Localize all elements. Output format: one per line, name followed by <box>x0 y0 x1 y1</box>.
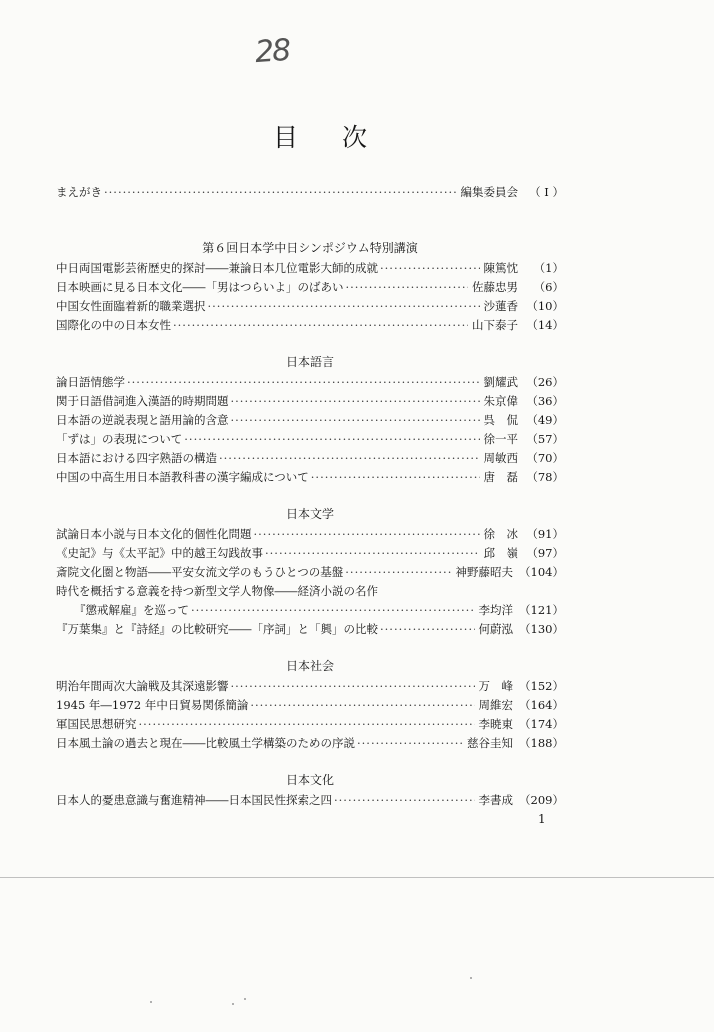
entry-title: まえがき <box>56 185 102 199</box>
toc-entry[interactable] <box>56 563 564 582</box>
section-heading: 日本文学 <box>285 507 334 521</box>
leader-dots <box>380 259 480 278</box>
toc-entry[interactable] <box>56 259 564 278</box>
toc-entry[interactable] <box>56 316 564 335</box>
entry-title: 1945 年―1972 年中日貿易関係簡論 <box>56 698 249 712</box>
scan-edge-line <box>0 877 714 878</box>
section-heading: 日本文化 <box>285 773 334 787</box>
scan-speck <box>470 977 472 979</box>
entry-author: 呉 侃 <box>483 413 518 427</box>
toc-section <box>56 505 564 639</box>
entry-title: 『万葉集』と『詩経』の比較研究――「序詞」と「興」の比較 <box>56 622 378 636</box>
leader-dots <box>173 316 468 335</box>
entry-title: 日本語の逆説表現と語用論的含意 <box>56 413 229 427</box>
entry-page: （91） <box>526 527 564 541</box>
page-number: 1 <box>538 812 546 826</box>
entry-title: 試論日本小説与日本文化的個性化問題 <box>56 527 252 541</box>
entry-page: （ I ） <box>529 185 564 199</box>
toc-entry[interactable] <box>56 696 564 715</box>
entry-author: 徐 冰 <box>483 527 518 541</box>
entry-title: 国際化の中の日本女性 <box>56 318 171 332</box>
section-heading: 第６回日本学中日シンポジウム特別講演 <box>202 241 418 255</box>
leader-dots <box>254 525 480 544</box>
entry-page: （97） <box>526 546 564 560</box>
scan-speck <box>150 1001 152 1003</box>
entry-author: 周敏西 <box>483 451 518 465</box>
entry-page: （10） <box>526 299 564 313</box>
entry-title: 日本映画に見る日本文化――「男はつらいよ」のばあい <box>56 280 344 294</box>
entry-page: （57） <box>526 432 564 446</box>
section-heading: 日本語言 <box>285 355 334 369</box>
entry-title: 『懲戒解雇』を巡って <box>74 603 189 617</box>
toc-entry-preface[interactable] <box>56 183 564 202</box>
entry-author: 李書成 <box>478 793 514 807</box>
toc-entry[interactable] <box>56 620 564 639</box>
entry-title: 《史記》与《太平記》中的越王勾践故事 <box>56 546 263 560</box>
leader-dots <box>104 183 457 202</box>
leader-dots <box>139 715 475 734</box>
entry-page: （152） <box>519 679 564 693</box>
toc-entry[interactable] <box>56 430 564 449</box>
entry-author: 沙蓮香 <box>483 299 518 313</box>
entry-author: 李暁東 <box>478 717 514 731</box>
entry-author: 慈谷圭知 <box>467 736 514 750</box>
entry-author: 朱京偉 <box>483 394 518 408</box>
entry-title: 「ずは」の表現について <box>56 432 183 446</box>
leader-dots <box>208 297 480 316</box>
scan-speck <box>244 998 246 1000</box>
entry-page: （14） <box>526 318 564 332</box>
entry-title: 斎院文化圏と物語――平安女流文学のもうひとつの基盤 <box>56 565 344 579</box>
leader-dots <box>265 544 480 563</box>
table-of-contents <box>56 183 564 810</box>
toc-entry[interactable] <box>56 715 564 734</box>
entry-author: 邱 嶺 <box>483 546 518 560</box>
toc-section <box>56 239 564 335</box>
entry-page: （174） <box>519 717 564 731</box>
leader-dots <box>345 563 451 582</box>
leader-dots <box>334 791 475 810</box>
toc-entry[interactable] <box>56 601 564 620</box>
entry-page: （164） <box>519 698 564 712</box>
title-char-2: 次 <box>342 123 368 152</box>
entry-author: 何蔚泓 <box>478 622 514 636</box>
entry-title: 日本風土論の過去と現在――比較風土学構築のための序説 <box>56 736 355 750</box>
entry-page: （49） <box>526 413 564 427</box>
toc-section <box>56 353 564 487</box>
entry-author: 李均洋 <box>478 603 514 617</box>
entry-author: 万 峰 <box>478 679 514 693</box>
toc-entry[interactable] <box>56 449 564 468</box>
entry-author: 唐 磊 <box>483 470 518 484</box>
title-char-1: 目 <box>272 123 298 152</box>
leader-dots <box>191 601 475 620</box>
leader-dots <box>250 696 474 715</box>
entry-page: （78） <box>526 470 564 484</box>
toc-entry[interactable] <box>56 525 564 544</box>
entry-page: （1） <box>533 261 564 275</box>
entry-page: （36） <box>526 394 564 408</box>
entry-title: 論日語情態学 <box>56 375 125 389</box>
handwritten-page-mark: 28 <box>253 32 291 71</box>
toc-entry[interactable] <box>56 544 564 563</box>
toc-entry-line: 時代を概括する意義を持つ新型文学人物像――経済小説の名作 <box>56 584 378 598</box>
leader-dots <box>219 449 480 468</box>
section-heading: 日本社会 <box>285 659 334 673</box>
entry-title: 中国の中高生用日本語教科書の漢字編成について <box>56 470 309 484</box>
leader-dots <box>311 468 480 487</box>
scan-speck <box>232 1003 234 1005</box>
entry-author: 山下泰子 <box>472 318 518 332</box>
entry-page: （70） <box>526 451 564 465</box>
page-title <box>0 118 640 154</box>
toc-entry[interactable] <box>56 677 564 696</box>
entry-title: 軍国民思想研究 <box>56 717 137 731</box>
leader-dots <box>231 411 480 430</box>
leader-dots <box>231 392 480 411</box>
entry-author: 周維宏 <box>478 698 514 712</box>
leader-dots <box>231 677 475 696</box>
entry-author: 陳篤忱 <box>483 261 518 275</box>
sections-container <box>56 239 564 810</box>
entry-page: （104） <box>519 565 564 579</box>
entry-page: （130） <box>519 622 564 636</box>
entry-author: 徐一平 <box>483 432 518 446</box>
toc-entry[interactable] <box>56 373 564 392</box>
entry-page: （6） <box>533 280 564 294</box>
entry-page: （209） <box>519 793 564 807</box>
entry-page: （188） <box>519 736 564 750</box>
entry-author: 編集委員会 <box>460 185 518 199</box>
entry-title: 日本語における四字熟語の構造 <box>56 451 217 465</box>
toc-section <box>56 771 564 810</box>
toc-entry[interactable] <box>56 297 564 316</box>
leader-dots <box>127 373 480 392</box>
entry-author: 神野藤昭夫 <box>455 565 514 579</box>
leader-dots <box>357 734 463 753</box>
entry-title: 日本人的憂患意識与奮進精神――日本国民性探索之四 <box>56 793 332 807</box>
entry-page: （121） <box>519 603 564 617</box>
toc-section <box>56 657 564 753</box>
toc-entry[interactable] <box>56 411 564 430</box>
leader-dots <box>184 430 479 449</box>
entry-author: 劉耀武 <box>483 375 518 389</box>
leader-dots <box>346 278 469 297</box>
toc-entry[interactable] <box>56 791 564 810</box>
toc-entry[interactable] <box>56 392 564 411</box>
entry-author: 佐藤忠男 <box>472 280 518 294</box>
entry-title: 中日両国電影芸術歴史的探討――兼論日本几位電影大師的成就 <box>56 261 378 275</box>
entry-page: （26） <box>526 375 564 389</box>
toc-entry[interactable] <box>56 278 564 297</box>
entry-title: 関于日語借詞進入漢語的時期問題 <box>56 394 229 408</box>
toc-entry[interactable] <box>56 734 564 753</box>
entry-title: 明治年間両次大論戦及其深遠影響 <box>56 679 229 693</box>
toc-entry[interactable] <box>56 468 564 487</box>
leader-dots <box>380 620 475 639</box>
entry-title: 中国女性面臨着新的職業選択 <box>56 299 206 313</box>
